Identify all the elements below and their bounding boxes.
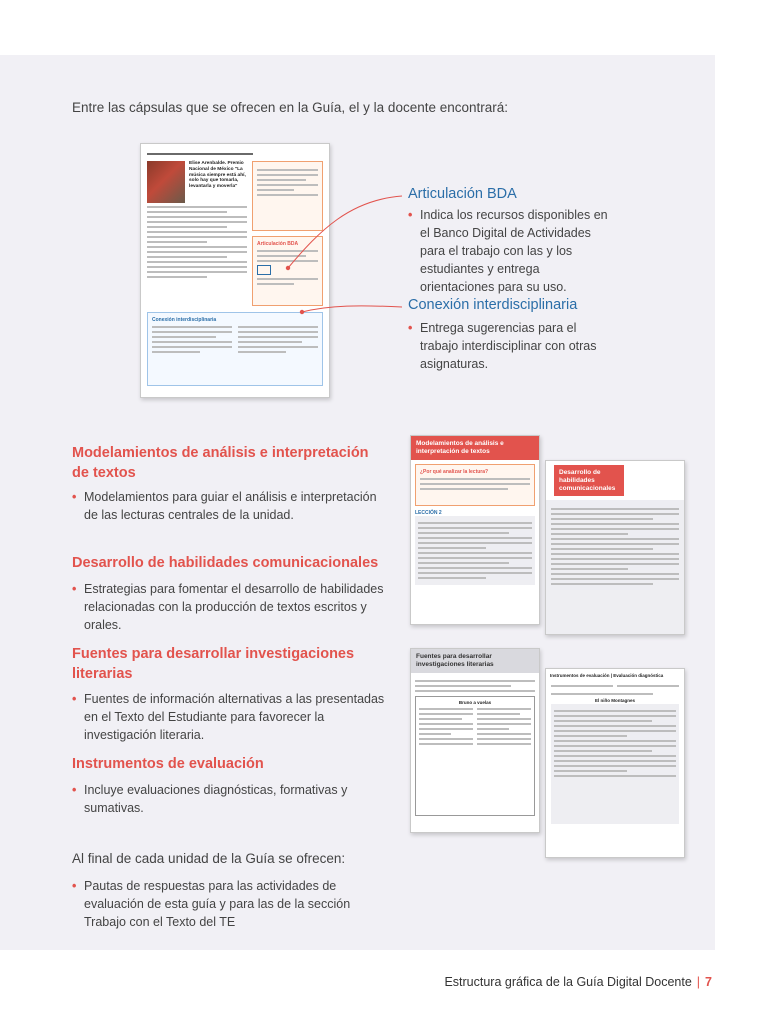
thumb-fuentes-box: Bruno a vuelas <box>458 699 492 705</box>
fuentes-thumbnail <box>410 648 540 833</box>
thumb-fuentes-title: Fuentes para desarrollar investigaciones literarias <box>411 649 539 673</box>
section-desarrollo-text: • Estrategias para fomentar el desarrollo de habilidades relacionadas con la producción de textos escritos y orales. <box>72 582 384 632</box>
thumb-model-title: Modelamientos de análisis e interpretación de textos <box>411 436 539 460</box>
thumb-model-box: ¿Por qué analizar la lectura? <box>420 468 489 475</box>
footer-separator: | <box>696 975 701 989</box>
final-intro: Al final de cada unidad de la Guía se ofrecen: <box>72 851 346 866</box>
thumb-blue-title: Conexión interdisciplinaria <box>152 317 217 323</box>
callout-bda-text: • Indica los recursos disponibles en el Banco Digital de Actividades para el trabajo con las y los estudiantes y entrega orientaciones para su uso. <box>408 208 608 294</box>
callout-bda-title: Articulación BDA <box>408 186 517 202</box>
section-instrumentos-text: • Incluye evaluaciones diagnósticas, formativas y sumativas. <box>72 783 348 815</box>
section-desarrollo-title: Desarrollo de habilidades comunicacionales <box>72 555 379 571</box>
page-number: 7 <box>705 975 712 989</box>
thumb-model-sub: LECCIÓN 2 <box>415 509 442 516</box>
section-modelamientos-title: Modelamientos de análisis e interpretación de textos <box>72 445 369 481</box>
page-footer <box>444 975 712 989</box>
footer-text: Estructura gráfica de la Guía Digital Docente <box>444 975 692 989</box>
intro-text: Entre las cápsulas que se ofrecen en la Guía, el y la docente encontrará: <box>72 100 509 115</box>
thumb-desarrollo-title: Desarrollo de habilidades comunicacionales <box>554 465 624 496</box>
section-modelamientos-text: • Modelamientos para guiar el análisis e interpretación de las lecturas centrales de la unidad. <box>72 490 377 522</box>
final-bullet: • Pautas de respuestas para las actividades de evaluación de esta guía y para las de la sección Trabajo con el Texto del TE <box>72 879 351 929</box>
callout-interdisciplinary-title: Conexión interdisciplinaria <box>408 297 578 313</box>
thumb-main-title: Elise Arenbalde. Premio Nacional de México "La música siempre está ahí, solo hay que tomarla, levantarla y moverla" <box>189 161 246 189</box>
modelamientos-thumbnail <box>410 435 540 625</box>
instrumentos-thumbnail <box>545 668 685 858</box>
desarrollo-thumbnail <box>545 460 685 635</box>
callout-interdisciplinary-text: • Entrega sugerencias para el trabajo interdisciplinar con otras asignaturas. <box>408 321 597 371</box>
thumb-side-label: Articulación BDA <box>257 241 299 247</box>
section-fuentes-title: Fuentes para desarrollar investigaciones literarias <box>72 646 355 682</box>
thumb-instr-sub: El niño Montagnes <box>595 698 635 704</box>
thumb-instr-title: Instrumentos de evaluación | Evaluación diagnóstica <box>550 673 664 678</box>
section-fuentes-text: • Fuentes de información alternativas a las presentadas en el Texto del Estudiante para favorecer la investigación literaria. <box>72 692 385 742</box>
section-instrumentos-title: Instrumentos de evaluación <box>72 756 264 772</box>
